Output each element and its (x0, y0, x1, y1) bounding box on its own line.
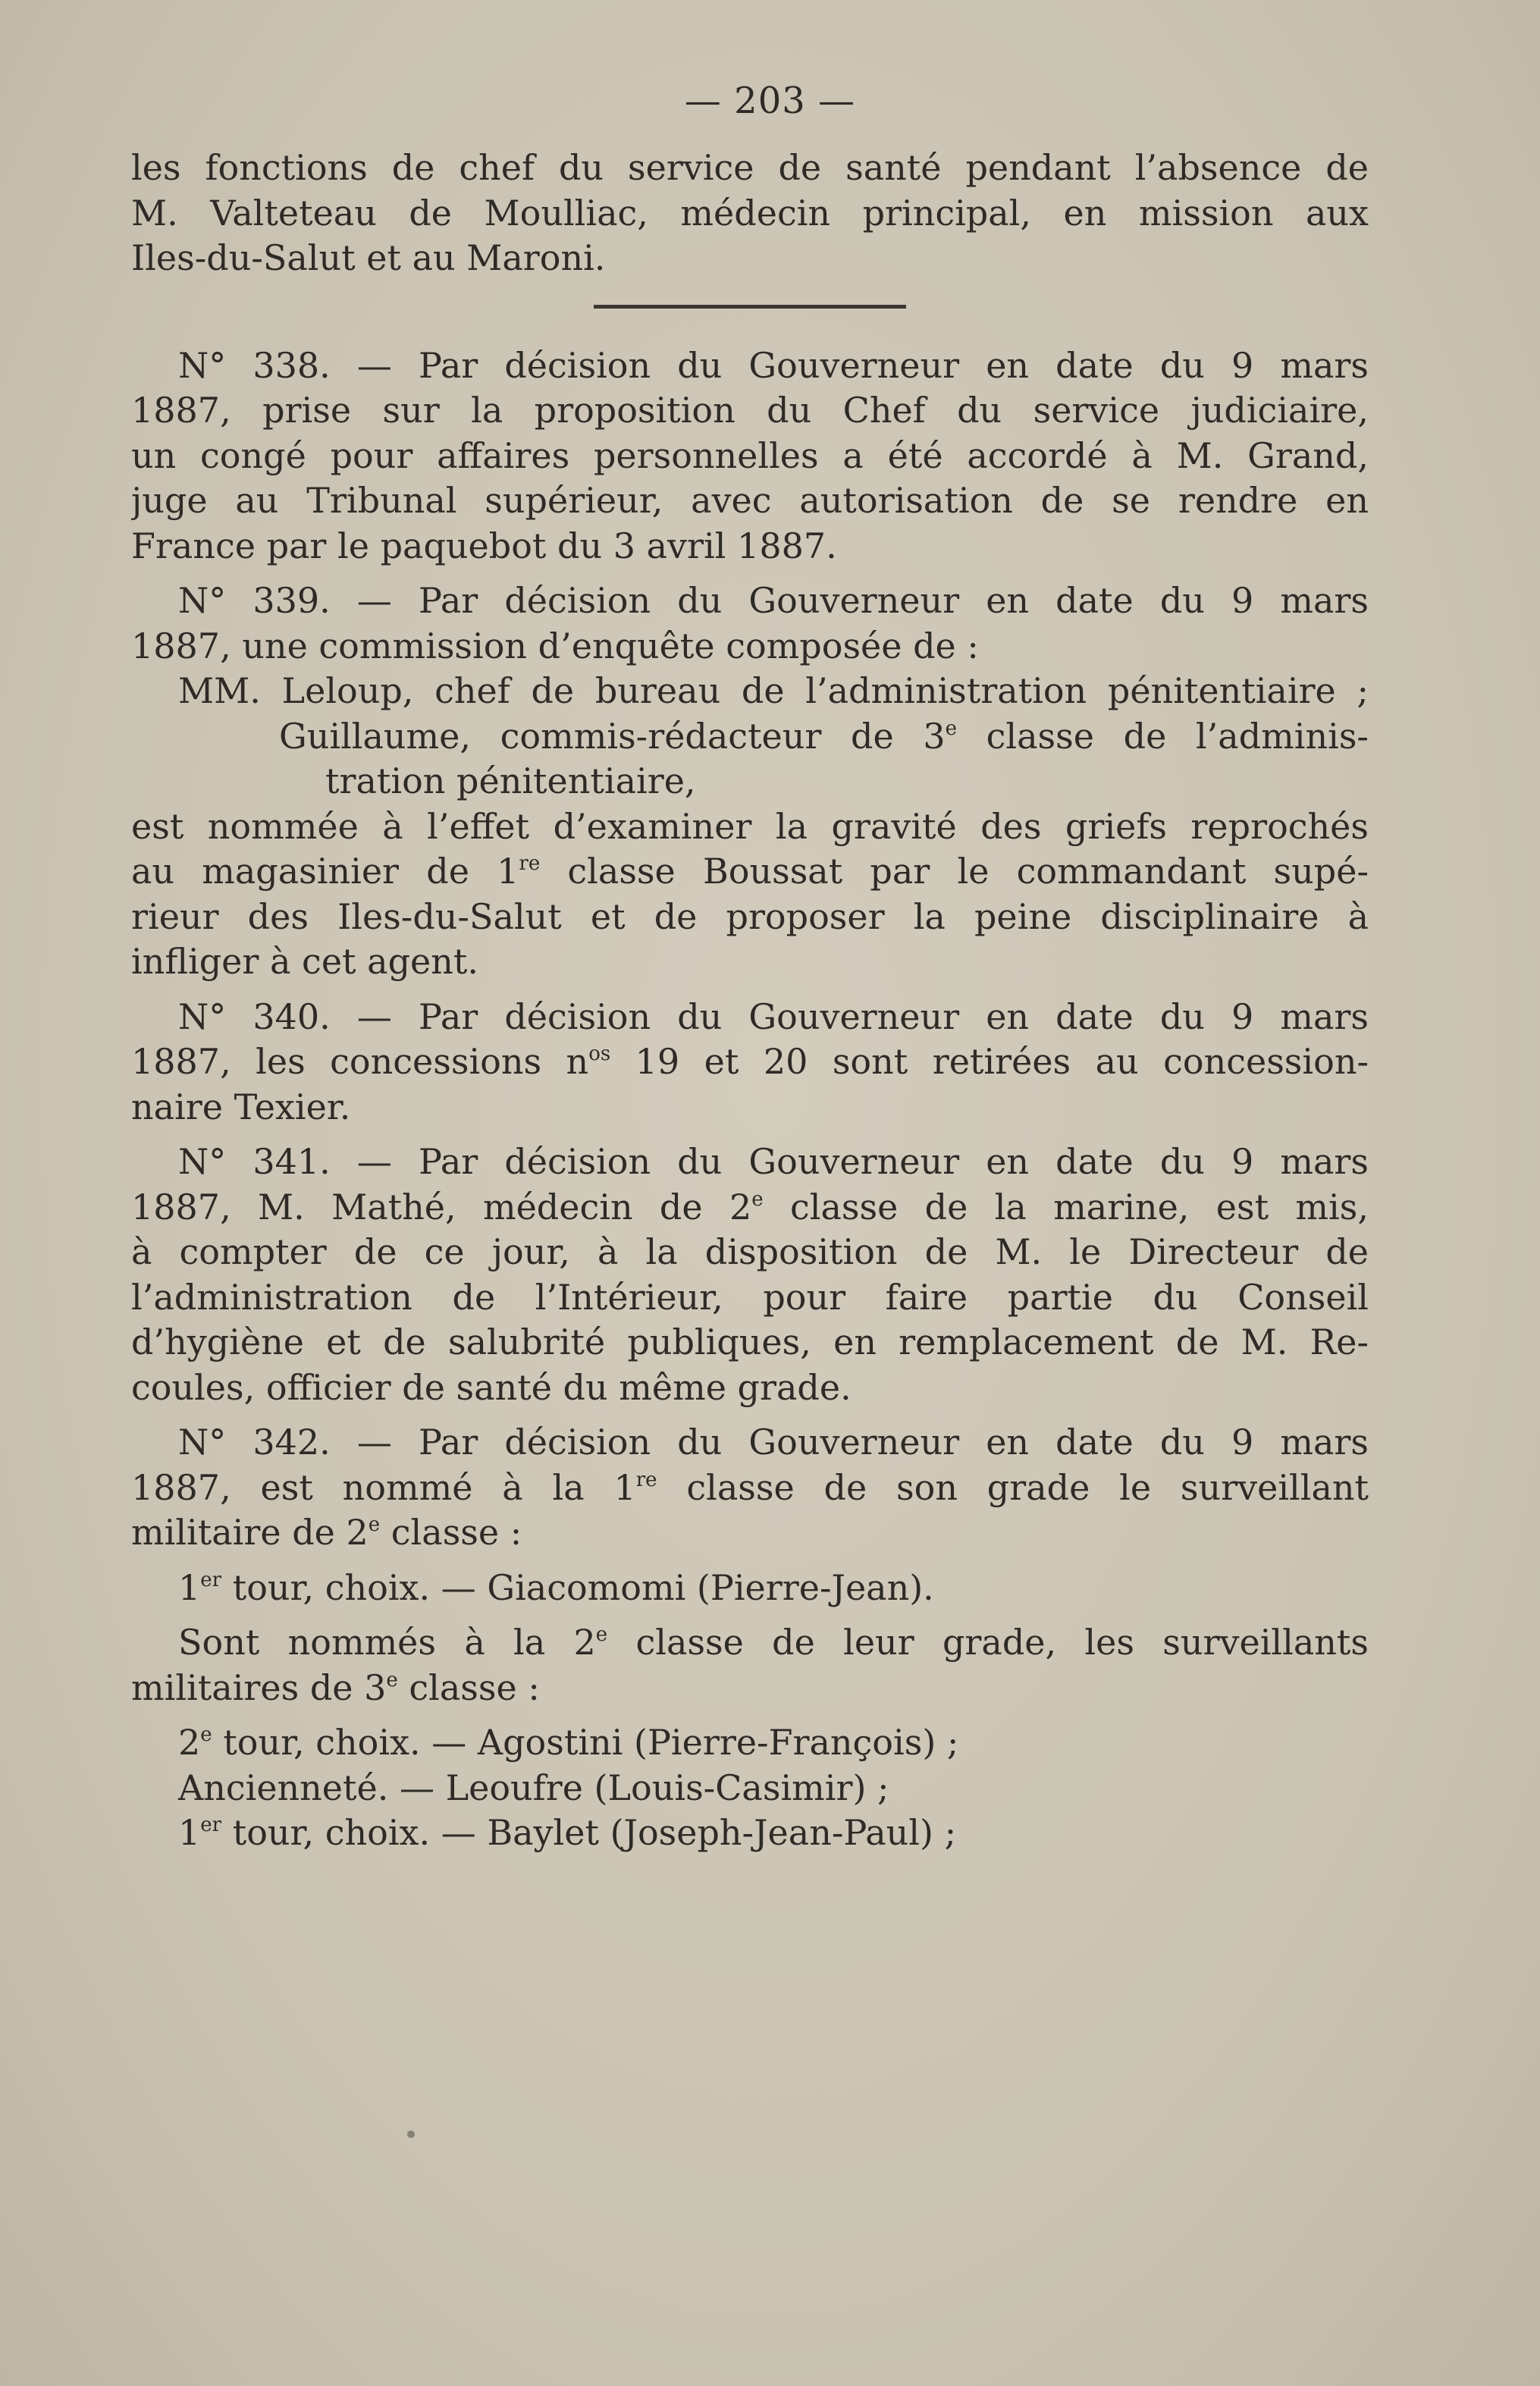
text-line: 1887, prise sur la proposition du Chef du service judiciaire, (131, 390, 1369, 431)
text-line: l’administration de l’Intérieur, pour faire partie du Conseil (131, 1276, 1369, 1318)
paragraph (131, 1620, 1369, 1710)
paragraph-gap (131, 569, 1369, 578)
paragraph-gap (131, 1556, 1369, 1566)
text-line: 1er tour, choix. — Baylet (Joseph-Jean-Paul) ; (178, 1812, 957, 1853)
text-line: tration pénitentiaire, (325, 760, 696, 801)
paragraph (131, 1566, 1369, 1611)
paragraph (131, 1140, 1369, 1410)
paragraph-gap (131, 1130, 1369, 1140)
text-line: juge au Tribunal supérieur, avec autorisation de se rendre en (131, 480, 1369, 521)
text-line: au magasinier de 1re classe Boussat par le commandant supé- (131, 851, 1369, 892)
text-line: N° 342. — Par décision du Gouverneur en date du 9 mars (178, 1422, 1369, 1463)
text-line: Ancienneté. — Leoufre (Louis-Casimir) ; (178, 1767, 889, 1808)
paragraph (131, 1420, 1369, 1556)
paper-speck (407, 2130, 415, 2138)
text-line: militaires de 3e classe : (131, 1666, 540, 1708)
paragraph (131, 578, 1369, 985)
text-line: coules, officier de santé du même grade. (131, 1366, 852, 1408)
text-line: N° 339. — Par décision du Gouverneur en date du 9 mars (178, 580, 1369, 621)
text-line: un congé pour affaires personnelles a été accordé à M. Grand, (131, 434, 1369, 476)
text-line: militaire de 2e classe : (131, 1512, 522, 1553)
paragraph-gap (131, 985, 1369, 995)
paragraph (131, 995, 1369, 1130)
text-line: 2e tour, choix. — Agostini (Pierre-François) ; (178, 1722, 959, 1763)
text-line: Iles-du-Salut et au Maroni. (131, 237, 606, 278)
paragraph (131, 1720, 1369, 1856)
text-line: 1887, une commission d’enquête composée de : (131, 625, 979, 666)
section-divider (594, 305, 906, 309)
text-line: 1887, les concessions $n^{os}$ 19 et 20 sont retirées au concession- (131, 1041, 1369, 1082)
paragraph-gap (131, 1610, 1369, 1620)
paragraph (131, 343, 1369, 569)
text-line: 1887, est nommé à la 1re classe de son grade le surveillant (131, 1466, 1369, 1508)
text-line: MM. Leloup, chef de bureau de l’administration pénitentiaire ; (178, 670, 1369, 711)
text-line: France par le paquebot du 3 avril 1887. (131, 525, 837, 566)
text-line: 1er tour, choix. — Giacomomi (Pierre-Jean). (178, 1566, 934, 1608)
text-line: à compter de ce jour, à la disposition de M. le Directeur de (131, 1231, 1369, 1272)
text-line: infliger à cet agent. (131, 941, 478, 982)
text-line: les fonctions de chef du service de santé pendant l’absence de (131, 147, 1369, 188)
text-line: N° 340. — Par décision du Gouverneur en date du 9 mars (178, 995, 1369, 1037)
paragraph (131, 146, 1369, 281)
text-line: M. Valteteau de Moulliac, médecin principal, en mission aux (131, 192, 1369, 234)
text-line: rieur des Iles-du-Salut et de proposer la peine disciplinaire à (131, 895, 1369, 937)
text-line: est nommée à l’effet d’examiner la gravité des griefs reprochés (131, 805, 1369, 847)
text-line: d’hygiène et de salubrité publiques, en remplacement de M. Re- (131, 1322, 1369, 1362)
text-line: 1887, M. Mathé, médecin de 2e classe de la marine, est mis, (131, 1186, 1369, 1227)
page-number: — 203 — (684, 80, 856, 122)
text-line: Guillaume, commis-rédacteur de 3e classe de l’adminis- (279, 715, 1369, 757)
text-line: N° 341. — Par décision du Gouverneur en date du 9 mars (178, 1141, 1369, 1182)
paragraph-gap (131, 1710, 1369, 1720)
text-line: Sont nommés à la 2e classe de leur grade, les surveillants (178, 1622, 1369, 1663)
text-line: N° 338. — Par décision du Gouverneur en date du 9 mars (178, 344, 1369, 386)
text-line: naire Texier. (131, 1086, 351, 1127)
page-text-body (131, 146, 1369, 1856)
paragraph-gap (131, 1410, 1369, 1420)
